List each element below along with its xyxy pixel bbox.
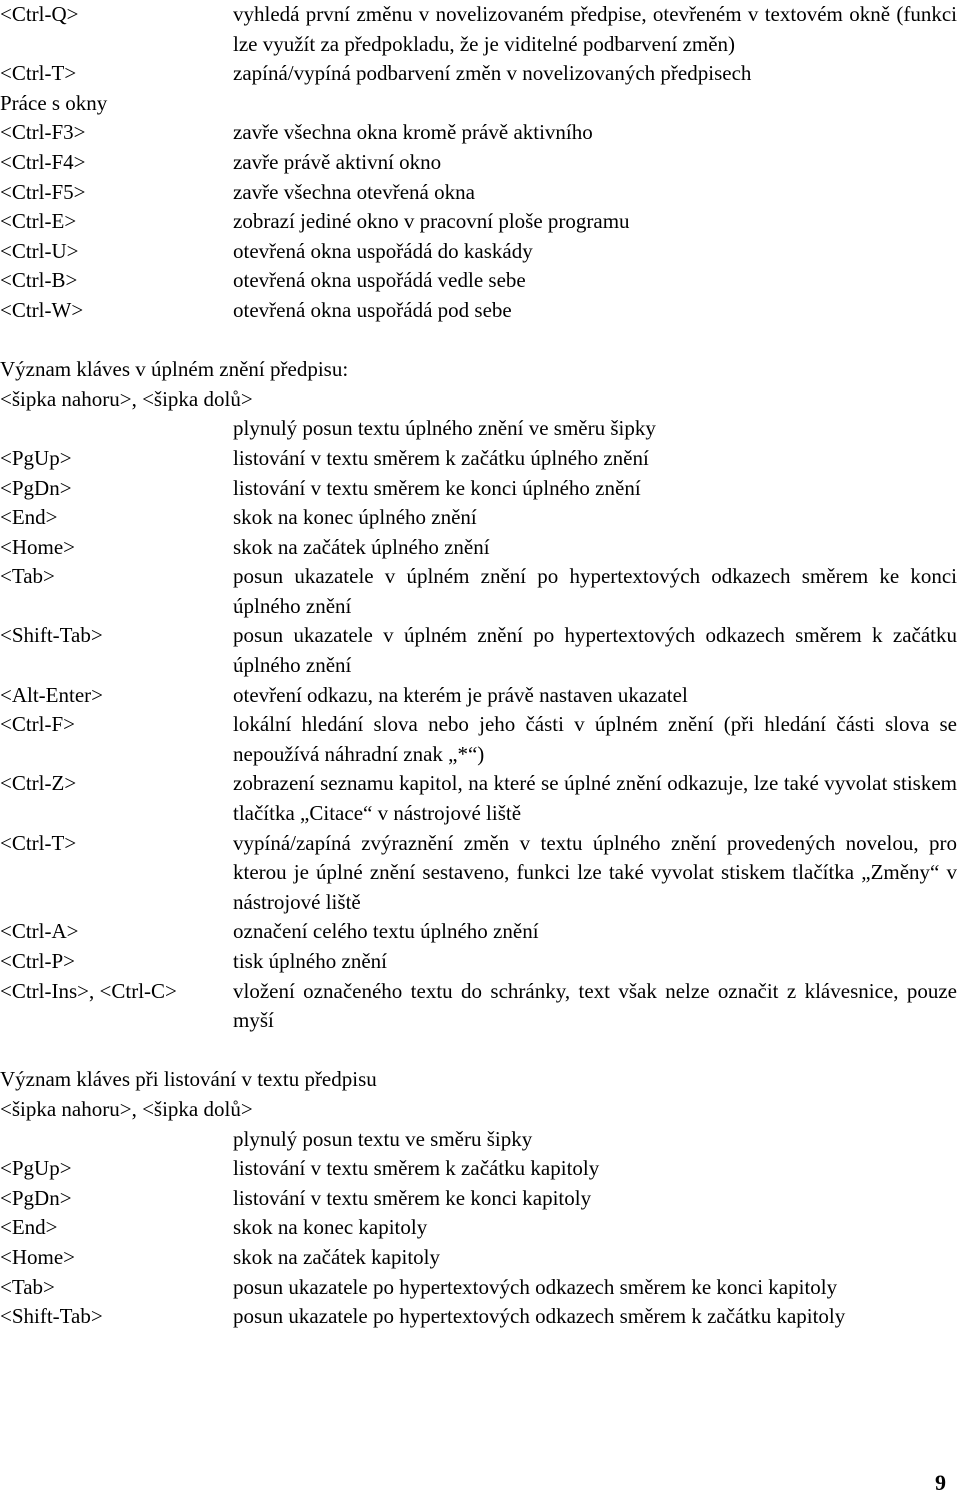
section-heading: Význam kláves při listování v textu předpisu bbox=[0, 1067, 377, 1092]
shortcut-row bbox=[0, 1273, 960, 1303]
shortcut-description: plynulý posun textu úplného znění ve směru šipky bbox=[233, 416, 656, 441]
shortcut-row bbox=[0, 474, 960, 504]
shortcut-description: skok na konec kapitoly bbox=[233, 1215, 428, 1240]
section-browse-text bbox=[0, 1065, 960, 1331]
shortcut-row bbox=[0, 503, 960, 533]
shortcut-description: otevřená okna uspořádá pod sebe bbox=[233, 297, 512, 322]
shortcut-key: <PgUp> bbox=[0, 1156, 72, 1181]
section-windows bbox=[0, 0, 960, 326]
shortcut-row bbox=[0, 59, 960, 89]
page-number: 9 bbox=[935, 1470, 946, 1495]
shortcut-key: <Ctrl-F3> bbox=[0, 120, 86, 145]
shortcut-description: vypíná/zapíná zvýraznění změn v textu úplného znění provedených novelou, pro kterou je úplné znění sestaveno, funkci lze také vyvolat stiskem tlačítka „Změny“ v nástrojové liště bbox=[233, 830, 957, 914]
shortcut-row bbox=[0, 1302, 960, 1332]
shortcut-key: <PgDn> bbox=[0, 1185, 72, 1210]
shortcut-row bbox=[0, 444, 960, 474]
shortcut-row bbox=[0, 1243, 960, 1273]
shortcut-description: skok na začátek úplného znění bbox=[233, 534, 490, 559]
shortcut-description: zavře právě aktivní okno bbox=[233, 149, 442, 174]
shortcut-key: <Ctrl-E> bbox=[0, 209, 77, 234]
section-gap bbox=[0, 326, 960, 356]
shortcut-key: <Shift-Tab> bbox=[0, 1304, 103, 1329]
shortcut-description: vložení označeného textu do schránky, text však nelze označit z klávesnice, pouze myší bbox=[233, 978, 957, 1033]
shortcut-key: <šipka nahoru>, <šipka dolů> bbox=[0, 1096, 253, 1121]
shortcut-description: posun ukazatele po hypertextových odkazech směrem ke konci kapitoly bbox=[233, 1274, 838, 1299]
shortcut-key: <Home> bbox=[0, 534, 76, 559]
section-heading: Význam kláves v úplném znění předpisu: bbox=[0, 357, 349, 382]
shortcut-row bbox=[0, 178, 960, 208]
shortcut-key: <End> bbox=[0, 505, 58, 530]
shortcut-row bbox=[0, 681, 960, 711]
shortcut-row bbox=[0, 562, 960, 621]
shortcut-row bbox=[0, 710, 960, 769]
shortcut-key: <Alt-Enter> bbox=[0, 682, 103, 707]
shortcut-key: <Ctrl-W> bbox=[0, 297, 84, 322]
shortcut-description: zavře všechna otevřená okna bbox=[233, 179, 475, 204]
shortcut-description: listování v textu směrem ke konci kapitoly bbox=[233, 1185, 592, 1210]
shortcut-description: otevřená okna uspořádá do kaskády bbox=[233, 238, 533, 263]
shortcut-key: <Shift-Tab> bbox=[0, 623, 103, 648]
shortcut-description: zapíná/vypíná podbarvení změn v novelizovaných předpisech bbox=[233, 61, 752, 86]
shortcut-row bbox=[0, 829, 960, 918]
shortcut-description: zavře všechna okna kromě právě aktivního bbox=[233, 120, 593, 145]
shortcut-row bbox=[0, 769, 960, 828]
shortcut-key: <šipka nahoru>, <šipka dolů> bbox=[0, 386, 253, 411]
shortcut-key: <End> bbox=[0, 1215, 58, 1240]
shortcut-row bbox=[0, 977, 960, 1036]
shortcut-key: <Ctrl-F5> bbox=[0, 179, 86, 204]
shortcut-description: tisk úplného znění bbox=[233, 949, 387, 973]
shortcut-description: plynulý posun textu ve směru šipky bbox=[233, 1126, 533, 1151]
shortcut-key: <Ctrl-B> bbox=[0, 268, 78, 293]
section-full-text bbox=[0, 355, 960, 1036]
shortcut-key: <Ctrl-Z> bbox=[0, 771, 77, 796]
shortcut-description: označení celého textu úplného znění bbox=[233, 919, 539, 944]
shortcut-key: <PgUp> bbox=[0, 445, 72, 470]
shortcut-row bbox=[0, 148, 960, 178]
shortcut-description: zobrazení seznamu kapitol, na které se úplné znění odkazuje, lze také vyvolat stiskem tlačítka „Citace“ v nástrojové liště bbox=[233, 771, 957, 826]
shortcut-row bbox=[0, 207, 960, 237]
shortcut-row bbox=[0, 917, 960, 947]
shortcut-description: listování v textu směrem k začátku úplného znění bbox=[233, 445, 649, 470]
shortcut-description: listování v textu směrem k začátku kapitoly bbox=[233, 1156, 600, 1181]
shortcut-key: <Ctrl-P> bbox=[0, 949, 76, 973]
shortcut-key: <Home> bbox=[0, 1244, 76, 1269]
shortcut-key: <Ctrl-T> bbox=[0, 830, 77, 855]
shortcut-description: vyhledá první změnu v novelizovaném předpise, otevřeném v textovém okně (funkci lze využít za předpokladu, že je viditelné podbarvení změn) bbox=[233, 2, 957, 56]
shortcut-row bbox=[0, 0, 960, 59]
shortcut-description: posun ukazatele v úplném znění po hypertextových odkazech směrem ke konci úplného znění bbox=[233, 564, 957, 618]
shortcut-key: <Ctrl-Q> bbox=[0, 2, 79, 26]
shortcut-description: otevřená okna uspořádá vedle sebe bbox=[233, 268, 526, 293]
shortcut-description: lokální hledání slova nebo jeho části v úplném znění (při hledání části slova se nepoužívá náhradní znak „*“) bbox=[233, 712, 957, 766]
shortcut-row bbox=[0, 621, 960, 680]
shortcut-description: skok na konec úplného znění bbox=[233, 505, 477, 530]
section-gap bbox=[0, 1036, 960, 1066]
shortcut-description: otevření odkazu, na kterém je právě nastaven ukazatel bbox=[233, 682, 688, 707]
shortcut-description: posun ukazatele po hypertextových odkazech směrem k začátku kapitoly bbox=[233, 1304, 846, 1329]
shortcut-row bbox=[0, 1154, 960, 1184]
shortcut-key: <Ctrl-A> bbox=[0, 919, 79, 944]
shortcut-key: <Ctrl-Ins>, <Ctrl-C> bbox=[0, 978, 177, 1003]
shortcut-row bbox=[0, 266, 960, 296]
section-heading: Práce s okny bbox=[0, 90, 108, 115]
shortcut-row bbox=[0, 533, 960, 563]
shortcut-description: zobrazí jediné okno v pracovní ploše programu bbox=[233, 209, 630, 234]
shortcut-key: <Tab> bbox=[0, 1274, 55, 1299]
shortcut-description: listování v textu směrem ke konci úplného znění bbox=[233, 475, 641, 500]
shortcut-key: <Ctrl-U> bbox=[0, 238, 79, 263]
shortcut-row bbox=[0, 237, 960, 267]
shortcut-key: <Tab> bbox=[0, 564, 55, 589]
shortcut-row bbox=[0, 1184, 960, 1214]
shortcut-row bbox=[0, 296, 960, 326]
shortcut-row bbox=[0, 1213, 960, 1243]
shortcut-key: <PgDn> bbox=[0, 475, 72, 500]
shortcut-key: <Ctrl-T> bbox=[0, 61, 77, 86]
shortcut-row bbox=[0, 118, 960, 148]
shortcut-key: <Ctrl-F> bbox=[0, 712, 76, 737]
shortcut-key: <Ctrl-F4> bbox=[0, 149, 86, 174]
shortcut-row bbox=[0, 947, 960, 977]
shortcut-description: posun ukazatele v úplném znění po hypertextových odkazech směrem k začátku úplného znění bbox=[233, 623, 957, 678]
shortcut-description: skok na začátek kapitoly bbox=[233, 1244, 441, 1269]
